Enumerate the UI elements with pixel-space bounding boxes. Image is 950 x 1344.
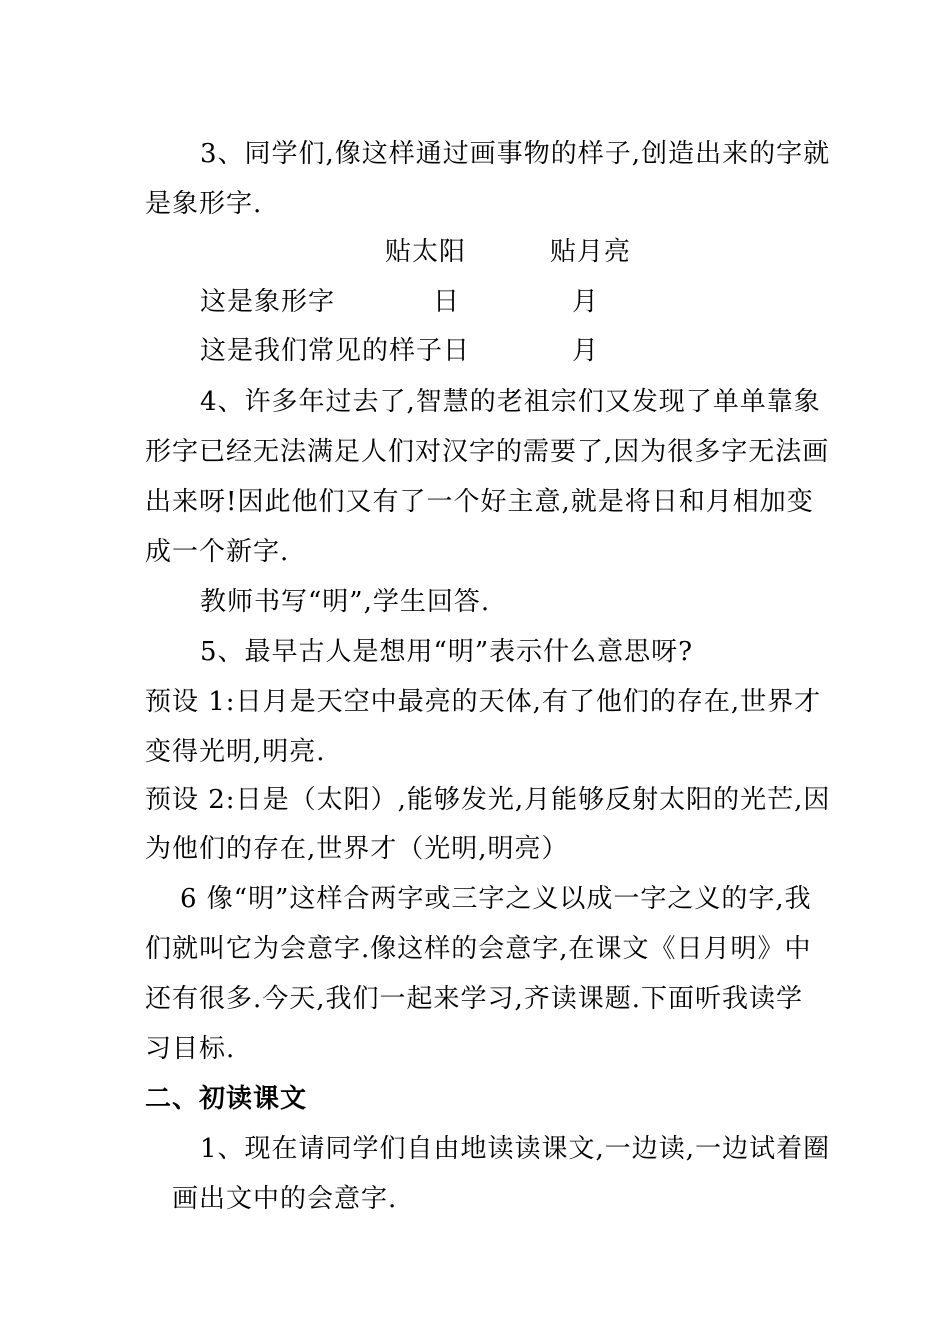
table-row-1-moon: 月 [572, 287, 600, 317]
table-row-2-moon: 月 [572, 336, 600, 366]
paragraph-6-line-1: 6 像“明”这样合两字或三字之义以成一字之义的字,我 [180, 884, 812, 914]
section-2-heading: 二、初读课文 [145, 1084, 308, 1114]
table-header-sun: 贴太阳 [385, 237, 467, 267]
table-row-1-sun: 日 [433, 287, 461, 317]
table-row-1-label: 这是象形字 [200, 287, 336, 317]
section-2-paragraph-1-line-2: 画出文中的会意字. [172, 1184, 398, 1214]
paragraph-4-line-1: 4、许多年过去了,智慧的老祖宗们又发现了单单靠象 [200, 387, 821, 417]
preset-2-line-1: 预设 2:日是（太阳）,能够发光,月能够反射太阳的光芒,因 [145, 785, 831, 815]
paragraph-3-line-1: 3、同学们,像这样通过画事物的样子,创造出来的字就 [200, 139, 831, 169]
paragraph-4-line-3: 出来呀!因此他们又有了一个好主意,就是将日和月相加变 [145, 487, 814, 517]
preset-1-line-1: 预设 1:日月是天空中最亮的天体,有了他们的存在,世界才 [145, 687, 822, 717]
preset-2-line-2: 为他们的存在,世界才（光明,明亮） [145, 834, 569, 864]
paragraph-6-line-3: 还有很多.今天,我们一起来学习,齐读课题.下面听我读学 [145, 984, 804, 1014]
teacher-note: 教师书写“明”,学生回答. [200, 587, 491, 617]
table-header-moon: 贴月亮 [550, 237, 632, 267]
table-row-2-label: 这是我们常见的样子日 [200, 336, 471, 366]
paragraph-4-line-4: 成一个新字. [145, 537, 290, 567]
section-2-paragraph-1-line-1: 1、现在请同学们自由地读读课文,一边读,一边试着圈 [200, 1134, 831, 1164]
paragraph-4-line-2: 形字已经无法满足人们对汉字的需要了,因为很多字无法画 [145, 437, 830, 467]
paragraph-5: 5、最早古人是想用“明”表示什么意思呀? [200, 637, 694, 667]
preset-1-line-2: 变得光明,明亮. [145, 737, 326, 767]
paragraph-6-line-2: 们就叫它为会意字.像这样的会意字,在课文《日月明》中 [145, 934, 812, 964]
paragraph-3-line-2: 是象形字. [145, 189, 263, 219]
paragraph-6-line-4: 习目标. [145, 1034, 236, 1064]
